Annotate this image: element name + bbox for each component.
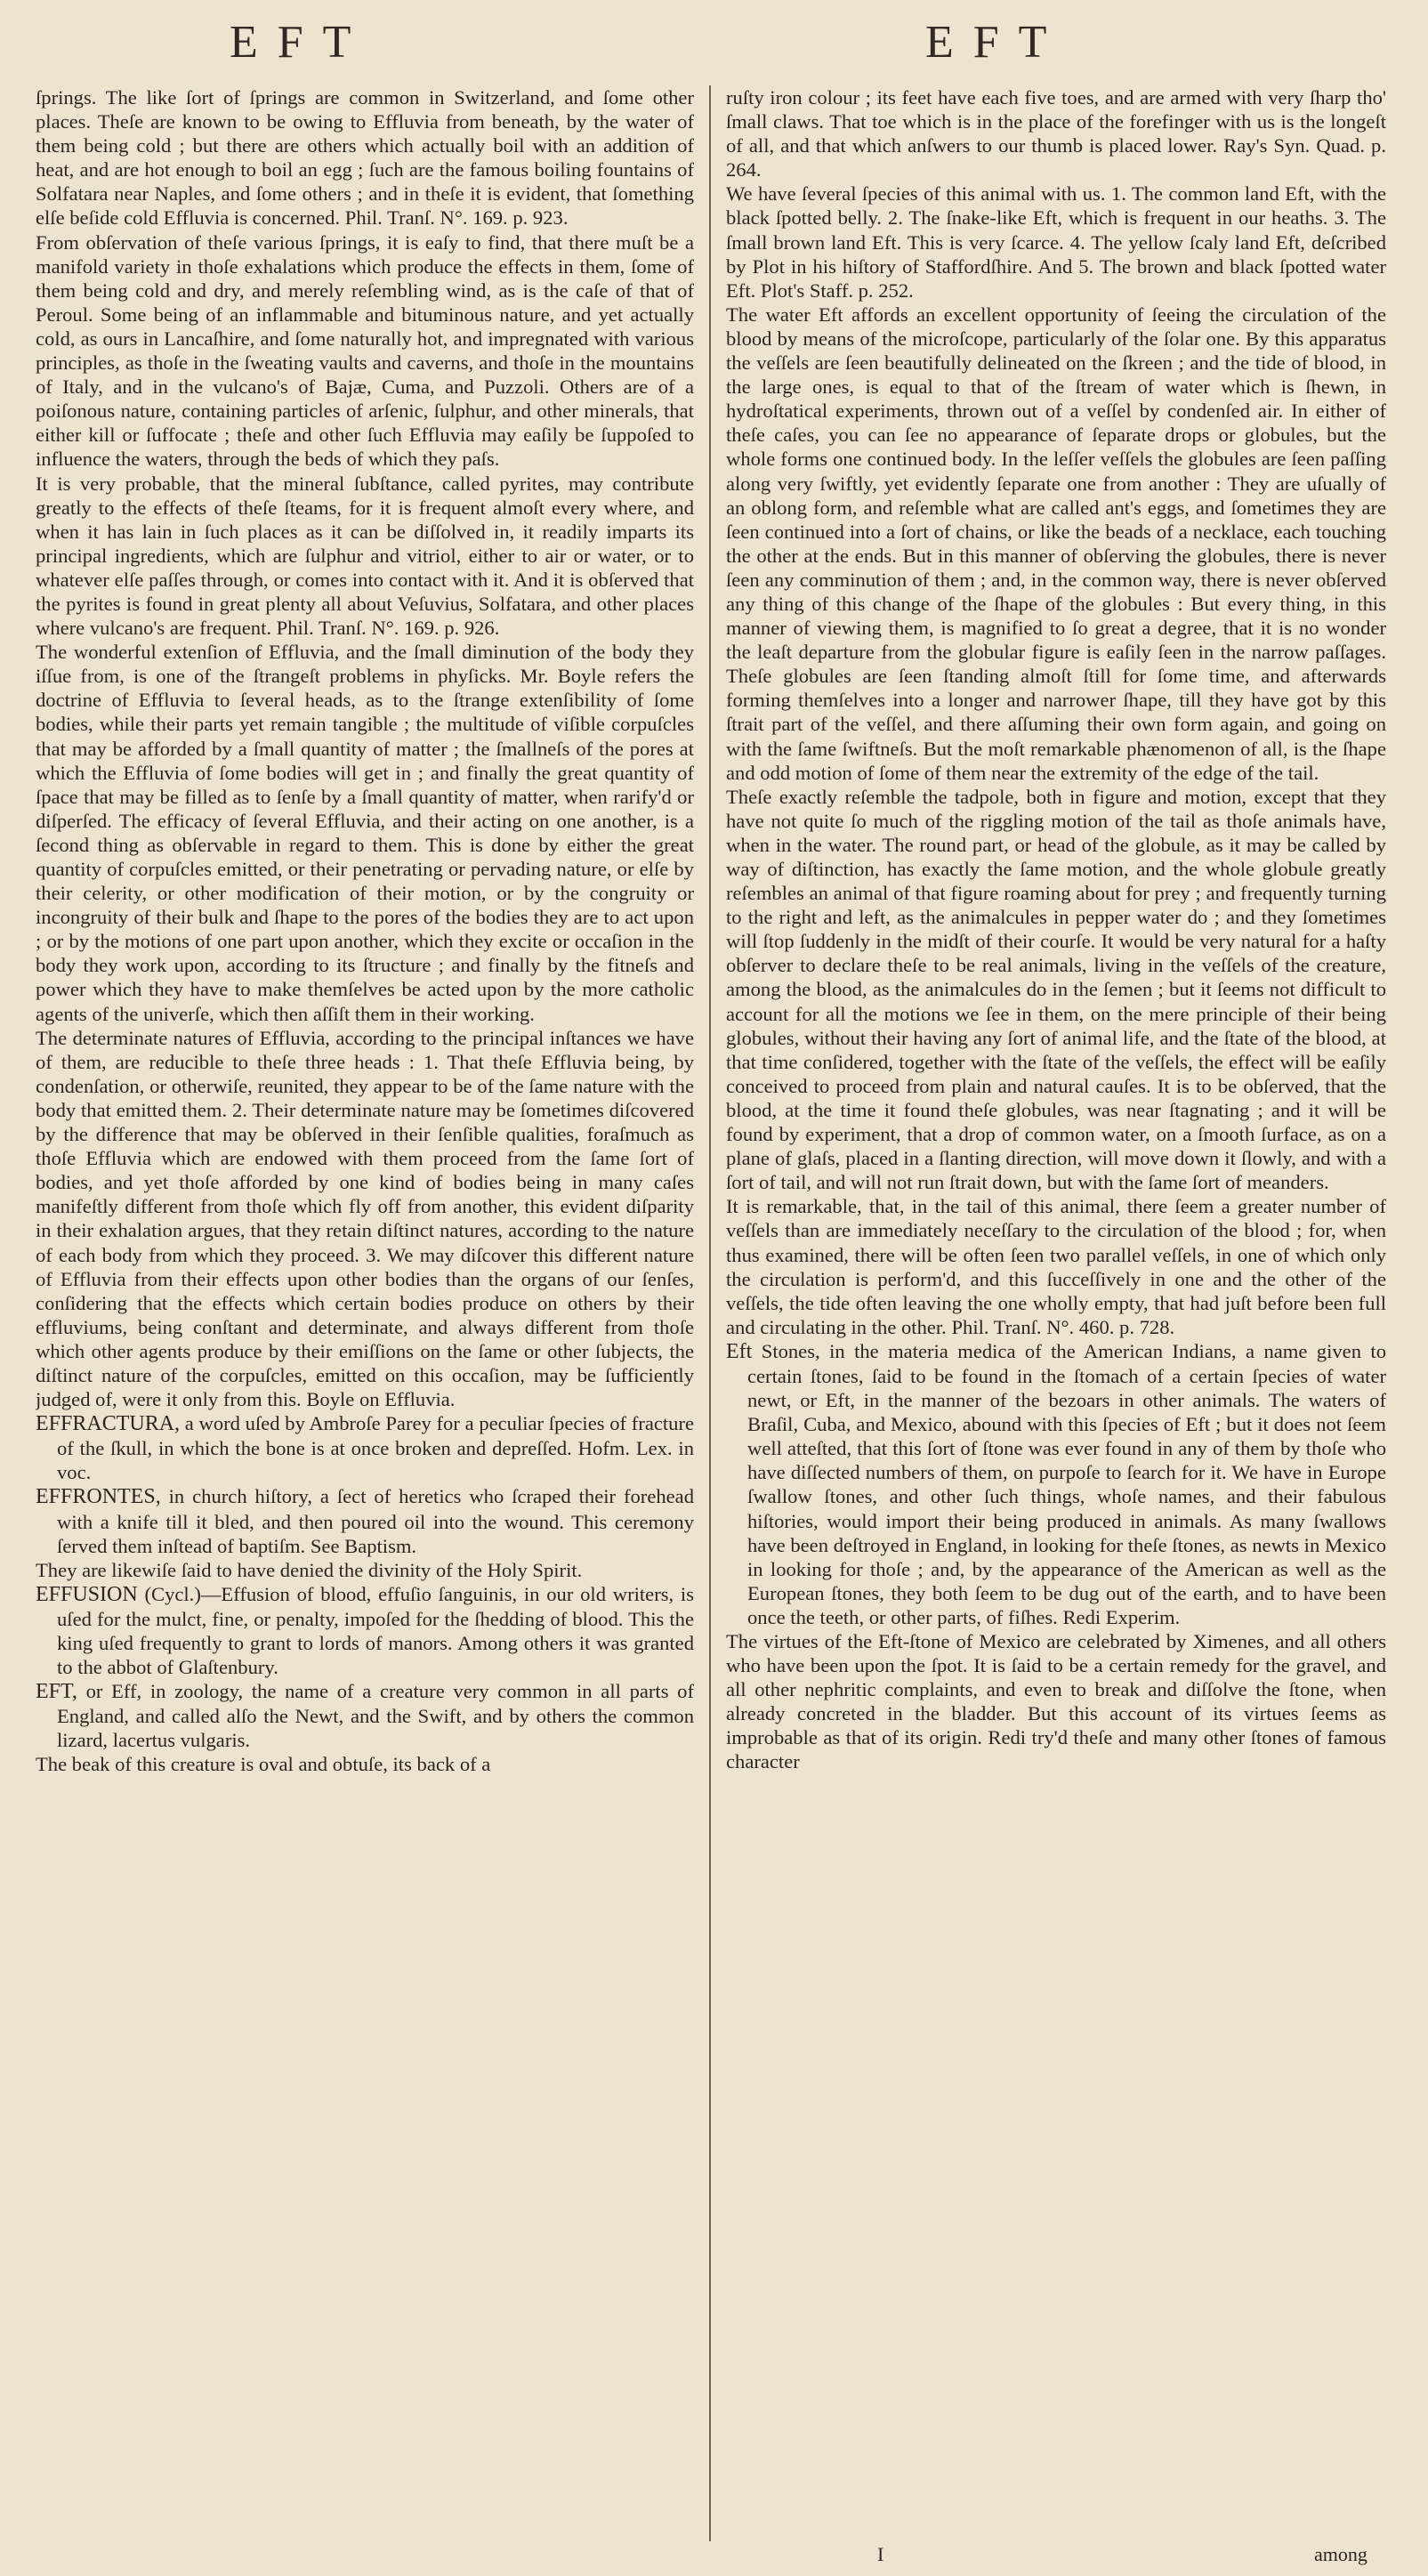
paragraph-text: The water Eft affords an excellent opportunity of ſeeing the circulation of the blood by means of the microſcope, particularly of the ſolar one. By this apparatus the veſſels are ſeen beautifully delineated on the ſkreen ; and the tide of blood, in the large ones, is equal to that of the ſtream of water which is ſhewn, in hydroſtatical experiments, thrown out of a veſſel by condenſed air. In either of theſe caſes, you can ſee no appearance of ſeparate drops or globules, but the whole forms one continued body. In the leſſer veſſels the globules are ſeen paſſing along very ſwiftly, yet evidently ſeparate one from another : They are uſually of an oblong form, and reſemble what are called ant's eggs, and ſometimes they are ſeen continued into a ſort of chains, or like the beads of a necklace, each touching the other at the ends. But in this manner of obſerving the globules, there is never ſeen any comminution of them ; and, in the common way, there is never obſerved any thing of this change of the ſhape of the globules : But every thing, in this manner of viewing them, is magnified to ſo great a degree, that it is no wonder the leaſt departure from the globular figure is eaſily ſeen in the narrow paſſages. Theſe globules are ſeen ſtanding almoſt ſtill for ſome time, and afterwards forming themſelves into a longer and narrower ſhape, till they have got by this ſtrait part of the veſſel, and there aſſuming their own form again, and going on with the ſame ſwiftneſs. But the moſt remarkable phænomenon of all, is the ſhape and odd motion of ſome of them near the extremity of the edge of the tail. [726,303,1386,784]
paragraph-text: It is remarkable, that, in the tail of this animal, there ſeem a greater number of veſſels than are immediately neceſſary to the circulation of the blood ; for, when thus examined, there will be often ſeen two parallel veſſels, in one of which only the circulation is perform'd, and this ſucceſſively in one and the other of the veſſels, the tide often leaving the one wholly empty, that had juſt before been full and circulating in the other. Phil. Tranſ. N°. 460. p. 728. [726,1195,1386,1338]
paragraph-text: We have ſeveral ſpecies of this animal with us. 1. The common land Eft, with the black ſpotted belly. 2. The ſnake-like Eft, which is frequent in our heaths. 3. The ſmall brown land Eft. This is very ſcarce. 4. The yellow ſcaly land Eft, deſcribed by Plot in his hiſtory of Staffordſhire. And 5. The brown and black ſpotted water Eft. Plot's Staff. p. 252. [726,182,1386,302]
paragraph [36,1026,694,1412]
paragraph [726,85,1386,182]
paragraph [36,1558,694,1582]
paragraph-text: They are likewiſe ſaid to have denied the divinity of the Holy Spirit. [36,1558,583,1581]
entry-headword: EFFUSION [36,1582,138,1606]
dictionary-entry [36,1411,694,1484]
page-footer [0,2543,1428,2570]
paragraph [726,182,1386,302]
paragraph-text: a word uſed by Ambroſe Parey for a peculiar ſpecies of fracture of the ſkull, in which the bone is at once broken and depreſſed. Hofm. Lex. in voc. [57,1412,694,1484]
paragraph [36,640,694,1026]
paragraph [726,303,1386,785]
entry-headword: EFFRACTURA, [36,1412,181,1436]
entry-headword: Eft [726,1339,753,1363]
column-divider [709,85,711,2541]
paragraph-text: The wonderful extenſion of Effluvia, and the ſmall diminution of the body they iſſue from, is one of the ſtrangeſt problems in phyſicks. Mr. Boyle refers the doctrine of Effluvia to ſeveral heads, as to the ſtrange extenſibility of ſome bodies, while their parts yet remain tangible ; the multitude of viſible corpuſcles that may be afforded by a ſmall quantity of matter ; the ſmallneſs of the pores at which the Effluvia of ſome bodies will get in ; and finally the great quantity of ſpace that may be filled as to ſenſe by a ſmall quantity of matter, when rarify'd or diſperſed. The efficacy of ſeveral Effluvia, and their acting on one another, is a ſecond thing as obſervable in regard to them. This is done by either the great quantity of corpuſcles emitted, or their penetrating or pervading nature, or elſe by their celerity, or other modification of their motion, or by the congruity or incongruity of their bulk and ſhape to the pores of the bodies they are to act upon ; or by the motions of one part upon another, which they excite or occaſion in the body they work upon, according to its ſtructure ; and finally by the fitneſs and power which they have to make themſelves be acted upon by the more catholic agents of the univerſe, which then aſſiſt them in their working. [36,641,694,1025]
paragraph-text: The determinate natures of Effluvia, according to the principal inſtances we have of them, are reducible to theſe three heads : 1. That theſe Effluvia being, by condenſation, or otherwiſe, reunited, they appear to be of the ſame nature with the body that emitted them. 2. Their determinate nature may be ſometimes diſcovered by the difference that may be obſerved in their ſenſible qualities, foraſmuch as thoſe Effluvia which are endowed with them proceed from the ſame ſort of bodies, and yet thoſe afforded by one kind of bodies being in many caſes manifeſtly different from thoſe which fly off from another, this evident diſparity in their exhalation argues, that they retain diſtinct natures, according to the nature of each body from which they proceed. 3. We may diſcover this different nature of Effluvia from their effects upon other bodies than the organs of our ſenſes, conſidering that the effects which certain bodies produce on others by their effluviums, being conſtant and determinate, and always different from thoſe which other agents produce by their emiſſions on the ſame or other ſubjects, the diſtinct nature of the corpuſcles, emitted on this occaſion, may be ſufficiently judged of, were it only from this. Boyle on Effluvia. [36,1026,694,1411]
paragraph-text: ſprings. The like ſort of ſprings are common in Switzerland, and ſome other places. Theſe are known to be owing to Effluvia from beneath, by the water of them being cold ; but there are others which actually boil with an addition of heat, and are hot enough to boil an egg ; ſuch are the famous boiling fountains of Solfatara near Naples, and ſome others ; and in theſe it is evident, that ſomething elſe beſide cold Effluvia is concerned. Phil. Tranſ. N°. 169. p. 923. [36,86,694,230]
paragraph-text: The virtues of the Eft-ſtone of Mexico are celebrated by Ximenes, and all others who have been upon the ſpot. It is ſaid to be a certain remedy for the gravel, and all other nephritic complaints, and even to break and diſſolve the ſtone, when already concreted in the bladder. But this account of its virtues ſeems as improbable as that of its origin. Redi try'd theſe and many other ſtones of famous character [726,1630,1386,1773]
paragraph [726,1629,1386,1774]
dictionary-entry [726,1339,1386,1629]
header-left: EFT [230,17,371,68]
paragraph [726,785,1386,1195]
paragraph-text: in church hiſtory, a ſect of heretics who ſcraped their forehead with a knife till it bled, and then poured oil into the wound. This ceremony ſerved them inſtead of baptiſm. See Baptism. [57,1485,694,1557]
entry-headword: EFFRONTES, [36,1485,161,1509]
left-column [36,85,694,2559]
paragraph-text: It is very probable, that the mineral ſubſtance, called pyrites, may contribute greatly to the effects of theſe ſteams, for it is frequent almoſt every where, and when it has lain in ſuch places as it can be diſſolved in, it readily imparts its principal ingredients, which are ſulphur and vitriol, either to air or water, or to whatever elſe paſſes through, or comes into contact with it. And it is obſerved that the pyrites is found in great plenty all about Veſuvius, Solfatara, and other places where vulcano's are frequent. Phil. Tranſ. N°. 169. p. 926. [36,472,694,640]
paragraph [36,230,694,472]
paragraph [726,1194,1386,1339]
entry-headword: EFT, [36,1680,77,1704]
paragraph-text: (Cycl.)—Effusion of blood, effuſio ſanguinis, in our old writers, is uſed for the mulct, fine, or penalty, impoſed for the ſhedding of blood. This the king uſed frequently to grant to lords of manors. Among others it was granted to the abbot of Glaſtenbury. [57,1582,694,1679]
running-header [0,16,1428,78]
dictionary-entry [36,1582,694,1679]
paragraph-text: or Eff, in zoology, the name of a creature very common in all parts of England, and called alſo the Newt, and the Swift, and by others the common lizard, lacertus vulgaris. [57,1680,694,1752]
dictionary-entry [36,1679,694,1752]
paragraph-text: Theſe exactly reſemble the tadpole, both in figure and motion, except that they have not quite ſo much of the riggling motion of the tail as thoſe animals have, when in the water. The round part, or head of the globule, as it may be called by way of diſtinction, has exactly the ſame motion, and the whole globule greatly reſembles an animal of that figure roaming about for prey ; and frequently turning to the right and left, as the animalcules in pepper water do ; and they ſometimes will ſtop ſuddenly in the midſt of their courſe. It would be very natural for a haſty obſerver to declare theſe to be real animals, living in the veſſels of the creature, among the blood, as the animalcules do in the ſemen ; but it ſeems not difficult to account for all the motions we ſee in them, on the mere principle of their being globules, without their having any ſort of animal life, and the ſtate of the blood, at that time conſidered, together with the ſtate of the veſſels, the effect will be eaſily conceived to proceed from plain and natural cauſes. It is to be obſerved, that the blood, at the time it found theſe globules, was near ſtagnating ; and it will be found by experiment, that a drop of common water, on a ſmooth ſurface, as on a plane of glaſs, placed in a ſlanting direction, will move down it ſlowly, and with a ſort of tail, and will not run ſtrait down, but with the ſame ſort of meanders. [726,785,1386,1194]
right-column [726,85,1386,2559]
catchword: among [1314,2543,1367,2565]
paragraph-text: The beak of this creature is oval and obtuſe, its back of a [36,1753,491,1776]
paragraph-text: Stones, in the materia medica of the American Indians, a name given to certain ſtones, ſaid to be found in the ſtomach of a certain ſpecies of water newt, or Eft, in the manner of the bezoars in other animals. The waters of Braſil, Cuba, and Mexico, abound with this ſpecies of Eft ; but it does not ſeem well atteſted, that this ſort of ſtone was ever found in any of them by thoſe who have diſſected numbers of them, on purpoſe to ſearch for it. We have in Europe ſwallow ſtones, and other ſuch things, whoſe names, and their fabulous hiſtories, would import their being produced in animals. As many ſwallows have been deſtroyed in England, in looking for theſe ſtones, as newts in Mexico in looking for thoſe ; and, by the appearance of the American as well as the European ſtones, they both ſeem to be dug out of the earth, and to have been once the teeth, or other parts, of fiſhes. Redi Experim. [747,1339,1386,1628]
paragraph [36,85,694,230]
signature-mark: I [877,2543,884,2565]
paragraph [36,472,694,641]
paragraph-text: ruſty iron colour ; its feet have each five toes, and are armed with very ſharp tho' ſmall claws. That toe which is in the place of the forefinger with us is the longeſt of all, and that which anſwers to our thumb is placed lower. Ray's Syn. Quad. p. 264. [726,86,1386,182]
header-right: EFT [925,17,1067,68]
paragraph [36,1752,694,1776]
dictionary-entry [36,1484,694,1557]
paragraph-text: From obſervation of theſe various ſprings, it is eaſy to find, that there muſt be a manifold variety in thoſe exhalations which produce the effects in them, ſome of them being cold and dry, and merely reſembling wind, as is the caſe of that of Peroul. Some being of an inflammable and bituminous nature, and yet actually cold, as ours in Lancaſhire, and ſome naturally hot, and impregnated with various principles, as thoſe in the ſweating vaults and caverns, and thoſe in the mountains of Italy, and in the vulcano's of Bajæ, Cuma, and Puzzoli. Others are of a poiſonous nature, containing particles of arſenic, ſulphur, and other minerals, that either kill or ſuffocate ; theſe and other ſuch Effluvia may eaſily be ſuppoſed to influence the waters, through the beds of which they paſs. [36,230,694,471]
